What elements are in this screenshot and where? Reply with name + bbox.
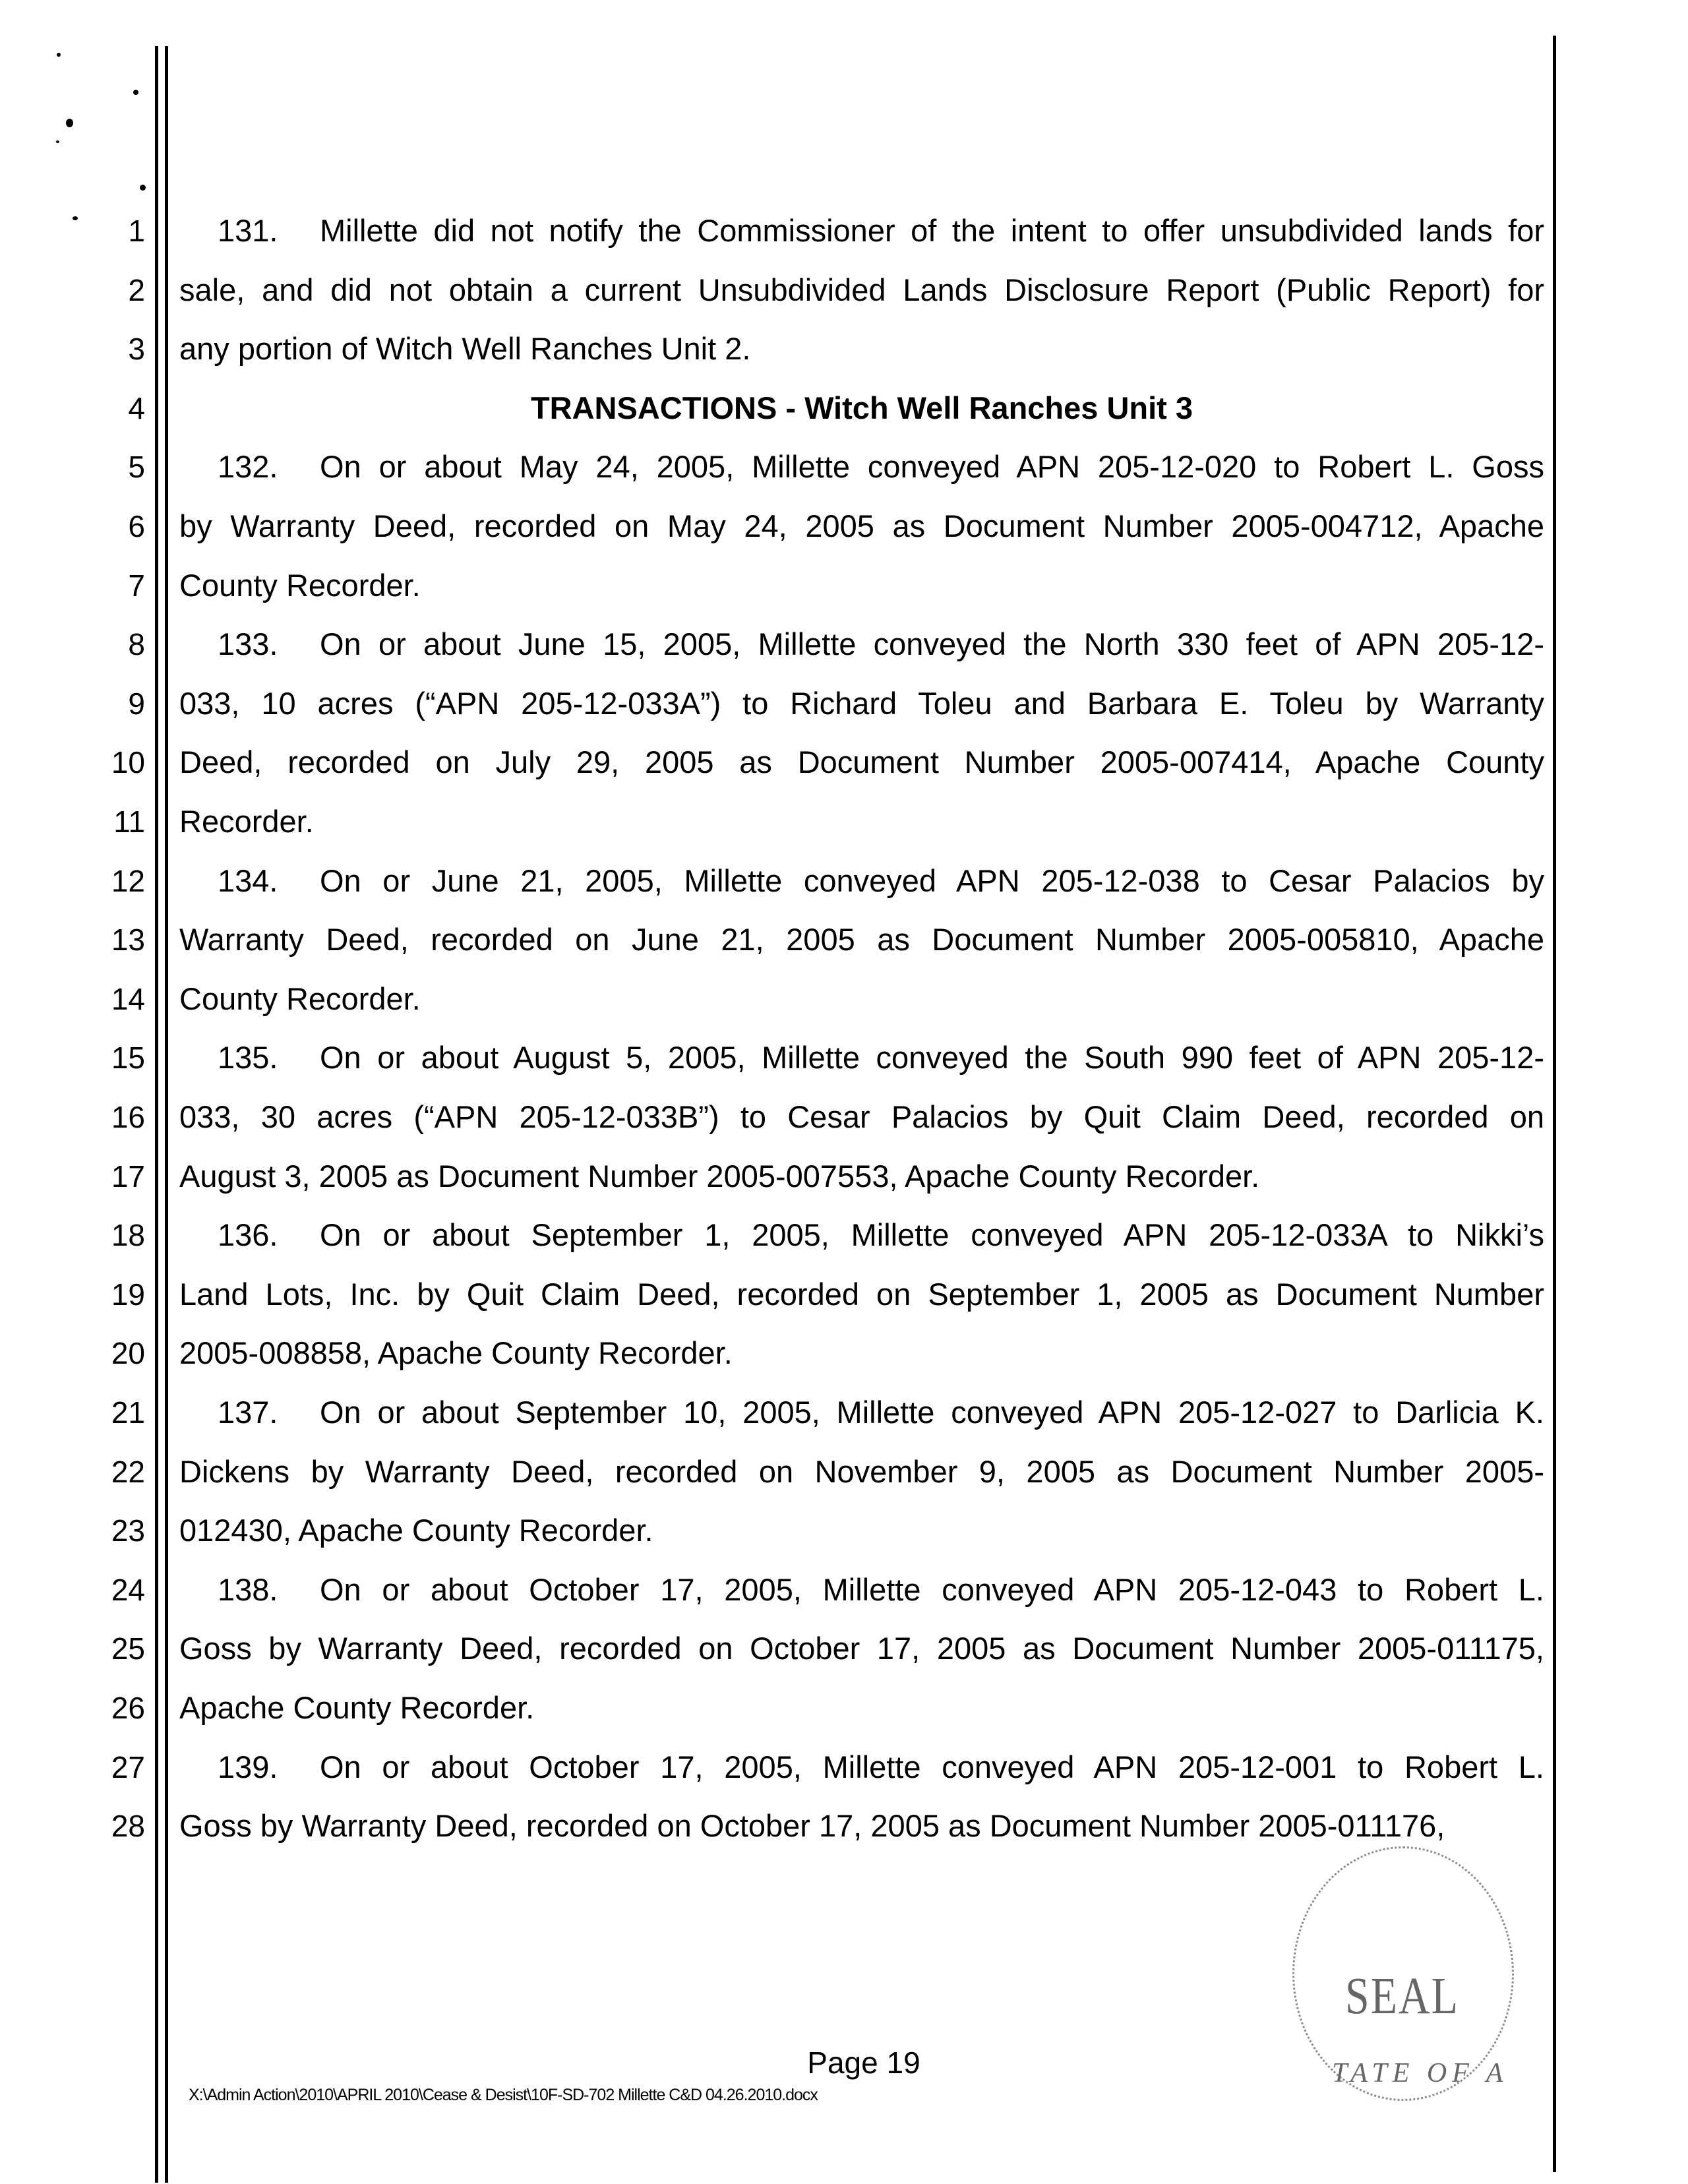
paragraph-first-line bbox=[179, 1394, 1544, 1431]
text-line bbox=[179, 981, 1544, 1017]
line-text: Deed, recorded on July 29, 2005 as Document Number 2005-007414, Apache County bbox=[179, 744, 1544, 780]
paragraph-first-line bbox=[179, 212, 1544, 249]
text-line bbox=[179, 330, 1544, 367]
notary-seal-stamp bbox=[1279, 1833, 1530, 2110]
paragraph-number: 136. bbox=[218, 1217, 278, 1253]
line-text: On or about October 17, 2005, Millette conveyed APN 205-12-043 to Robert L. bbox=[320, 1571, 1544, 1607]
line-text: 033, 10 acres (“APN 205-12-033A”) to Richard Toleu and Barbara E. Toleu by Warranty bbox=[179, 685, 1544, 721]
line-text: On or about September 1, 2005, Millette conveyed APN 205-12-033A to Nikki’s bbox=[320, 1217, 1544, 1253]
line-text: On or about June 15, 2005, Millette conveyed the North 330 feet of APN 205-12- bbox=[320, 626, 1544, 662]
text-line bbox=[179, 1630, 1544, 1667]
line-number: 16 bbox=[111, 1100, 145, 1134]
file-path-footer: X:\Admin Action\2010\APRIL 2010\Cease & Desist\10F-SD-702 Millette C&D 04.26.2010.docx bbox=[189, 2086, 818, 2104]
line-number: 1 bbox=[128, 214, 145, 248]
line-text: Goss by Warranty Deed, recorded on October 17, 2005 as Document Number 2005-011176, bbox=[179, 1808, 1445, 1844]
paragraph-number: 133. bbox=[218, 626, 278, 662]
paragraph-number: 131. bbox=[218, 213, 278, 248]
paragraph-number: 138. bbox=[218, 1571, 278, 1607]
paragraph-number: 134. bbox=[218, 863, 278, 898]
paragraph-number: 132. bbox=[218, 449, 278, 485]
text-line bbox=[179, 1158, 1544, 1195]
paragraph-first-line bbox=[179, 626, 1544, 663]
line-number: 8 bbox=[128, 627, 145, 662]
scan-speck bbox=[140, 185, 146, 191]
line-number: 17 bbox=[111, 1159, 145, 1194]
line-number: 11 bbox=[113, 804, 145, 839]
line-number: 21 bbox=[111, 1395, 145, 1430]
line-number: 14 bbox=[111, 981, 145, 1016]
line-text: On or about May 24, 2005, Millette conveyed APN 205-12-020 to Robert L. Goss bbox=[320, 449, 1544, 485]
paragraph-number: 137. bbox=[218, 1395, 278, 1430]
line-number: 9 bbox=[128, 686, 145, 721]
paragraph-first-line bbox=[179, 1749, 1544, 1786]
paragraph-first-line bbox=[179, 1217, 1544, 1254]
seal-bottom-text: TATE OF A bbox=[1332, 2058, 1509, 2088]
text-line bbox=[179, 1512, 1544, 1549]
line-text: On or about October 17, 2005, Millette conveyed APN 205-12-001 to Robert L. bbox=[320, 1749, 1544, 1784]
line-number: 3 bbox=[128, 332, 145, 367]
paragraph-first-line bbox=[179, 1571, 1544, 1608]
line-number: 28 bbox=[111, 1809, 145, 1844]
line-number: 24 bbox=[111, 1572, 145, 1607]
line-number: 12 bbox=[111, 863, 145, 898]
text-line bbox=[179, 272, 1544, 309]
page-number: Page 19 bbox=[807, 2046, 920, 2080]
margin-rule-right bbox=[1553, 36, 1556, 2172]
line-number: 22 bbox=[111, 1454, 145, 1489]
line-text: On or about September 10, 2005, Millette conveyed APN 205-12-027 to Darlicia K. bbox=[320, 1395, 1544, 1430]
line-number: 10 bbox=[111, 745, 145, 780]
line-number: 26 bbox=[111, 1691, 145, 1725]
line-text: Recorder. bbox=[179, 804, 314, 839]
line-text: County Recorder. bbox=[179, 567, 421, 603]
line-number: 18 bbox=[111, 1218, 145, 1253]
section-heading: TRANSACTIONS - Witch Well Ranches Unit 3 bbox=[530, 390, 1193, 425]
line-text: On or June 21, 2005, Millette conveyed APN 205-12-038 to Cesar Palacios by bbox=[320, 863, 1544, 898]
line-text: August 3, 2005 as Document Number 2005-007553, Apache County Recorder. bbox=[179, 1158, 1260, 1194]
text-line bbox=[179, 1453, 1544, 1490]
line-number: 23 bbox=[111, 1513, 145, 1548]
line-text: Dickens by Warranty Deed, recorded on November 9, 2005 as Document Number 2005- bbox=[179, 1453, 1544, 1489]
text-line bbox=[179, 1689, 1544, 1726]
line-text: Goss by Warranty Deed, recorded on October 17, 2005 as Document Number 2005-011175, bbox=[179, 1631, 1544, 1666]
line-text: Warranty Deed, recorded on June 21, 2005 as Document Number 2005-005810, Apache bbox=[179, 922, 1544, 957]
paragraph-number: 135. bbox=[218, 1040, 278, 1076]
line-number: 27 bbox=[111, 1749, 145, 1784]
text-line bbox=[179, 508, 1544, 545]
seal-center-text: SEAL bbox=[1345, 1967, 1459, 2026]
margin-rule-left-inner bbox=[165, 46, 168, 2183]
text-line bbox=[179, 803, 1544, 840]
line-number: 19 bbox=[111, 1277, 145, 1312]
line-text: 012430, Apache County Recorder. bbox=[179, 1513, 653, 1548]
paragraph-first-line bbox=[179, 863, 1544, 899]
line-number: 4 bbox=[128, 390, 145, 425]
paragraph-first-line bbox=[179, 448, 1544, 485]
paragraph-number: 139. bbox=[218, 1749, 278, 1784]
text-line bbox=[179, 1099, 1544, 1136]
line-text: Apache County Recorder. bbox=[179, 1690, 535, 1725]
line-text: any portion of Witch Well Ranches Unit 2. bbox=[179, 331, 751, 367]
line-text: County Recorder. bbox=[179, 981, 421, 1016]
line-text: sale, and did not obtain a current Unsubdivided Lands Disclosure Report (Public Report) for bbox=[179, 272, 1544, 307]
line-text: 033, 30 acres (“APN 205-12-033B”) to Cesar Palacios by Quit Claim Deed, recorded on bbox=[179, 1099, 1544, 1134]
line-number: 7 bbox=[128, 568, 145, 603]
scan-speck bbox=[57, 53, 61, 57]
line-number: 13 bbox=[111, 923, 145, 957]
line-number: 15 bbox=[111, 1041, 145, 1076]
line-number: 6 bbox=[128, 509, 145, 543]
paragraph-first-line bbox=[179, 1039, 1544, 1076]
line-text: Millette did not notify the Commissioner of the intent to offer unsubdivided lands for bbox=[320, 213, 1544, 248]
line-number: 2 bbox=[128, 272, 145, 307]
line-number: 5 bbox=[128, 450, 145, 485]
line-text: by Warranty Deed, recorded on May 24, 2005 as Document Number 2005-004712, Apache bbox=[179, 508, 1544, 543]
line-text: On or about August 5, 2005, Millette conveyed the South 990 feet of APN 205-12- bbox=[320, 1040, 1544, 1076]
text-line bbox=[179, 685, 1544, 722]
line-text: 2005-008858, Apache County Recorder. bbox=[179, 1335, 733, 1371]
text-line bbox=[179, 744, 1544, 781]
scan-speck bbox=[56, 140, 59, 143]
line-number: 25 bbox=[111, 1631, 145, 1666]
scan-speck bbox=[133, 90, 138, 95]
scan-speck bbox=[66, 119, 73, 127]
text-line bbox=[179, 567, 1544, 604]
text-line bbox=[179, 1276, 1544, 1313]
line-number: 20 bbox=[111, 1336, 145, 1371]
line-text: Land Lots, Inc. by Quit Claim Deed, recorded on September 1, 2005 as Document Number bbox=[179, 1276, 1544, 1312]
margin-rule-left-outer bbox=[155, 46, 158, 2183]
text-line bbox=[179, 1335, 1544, 1372]
text-line bbox=[179, 921, 1544, 958]
